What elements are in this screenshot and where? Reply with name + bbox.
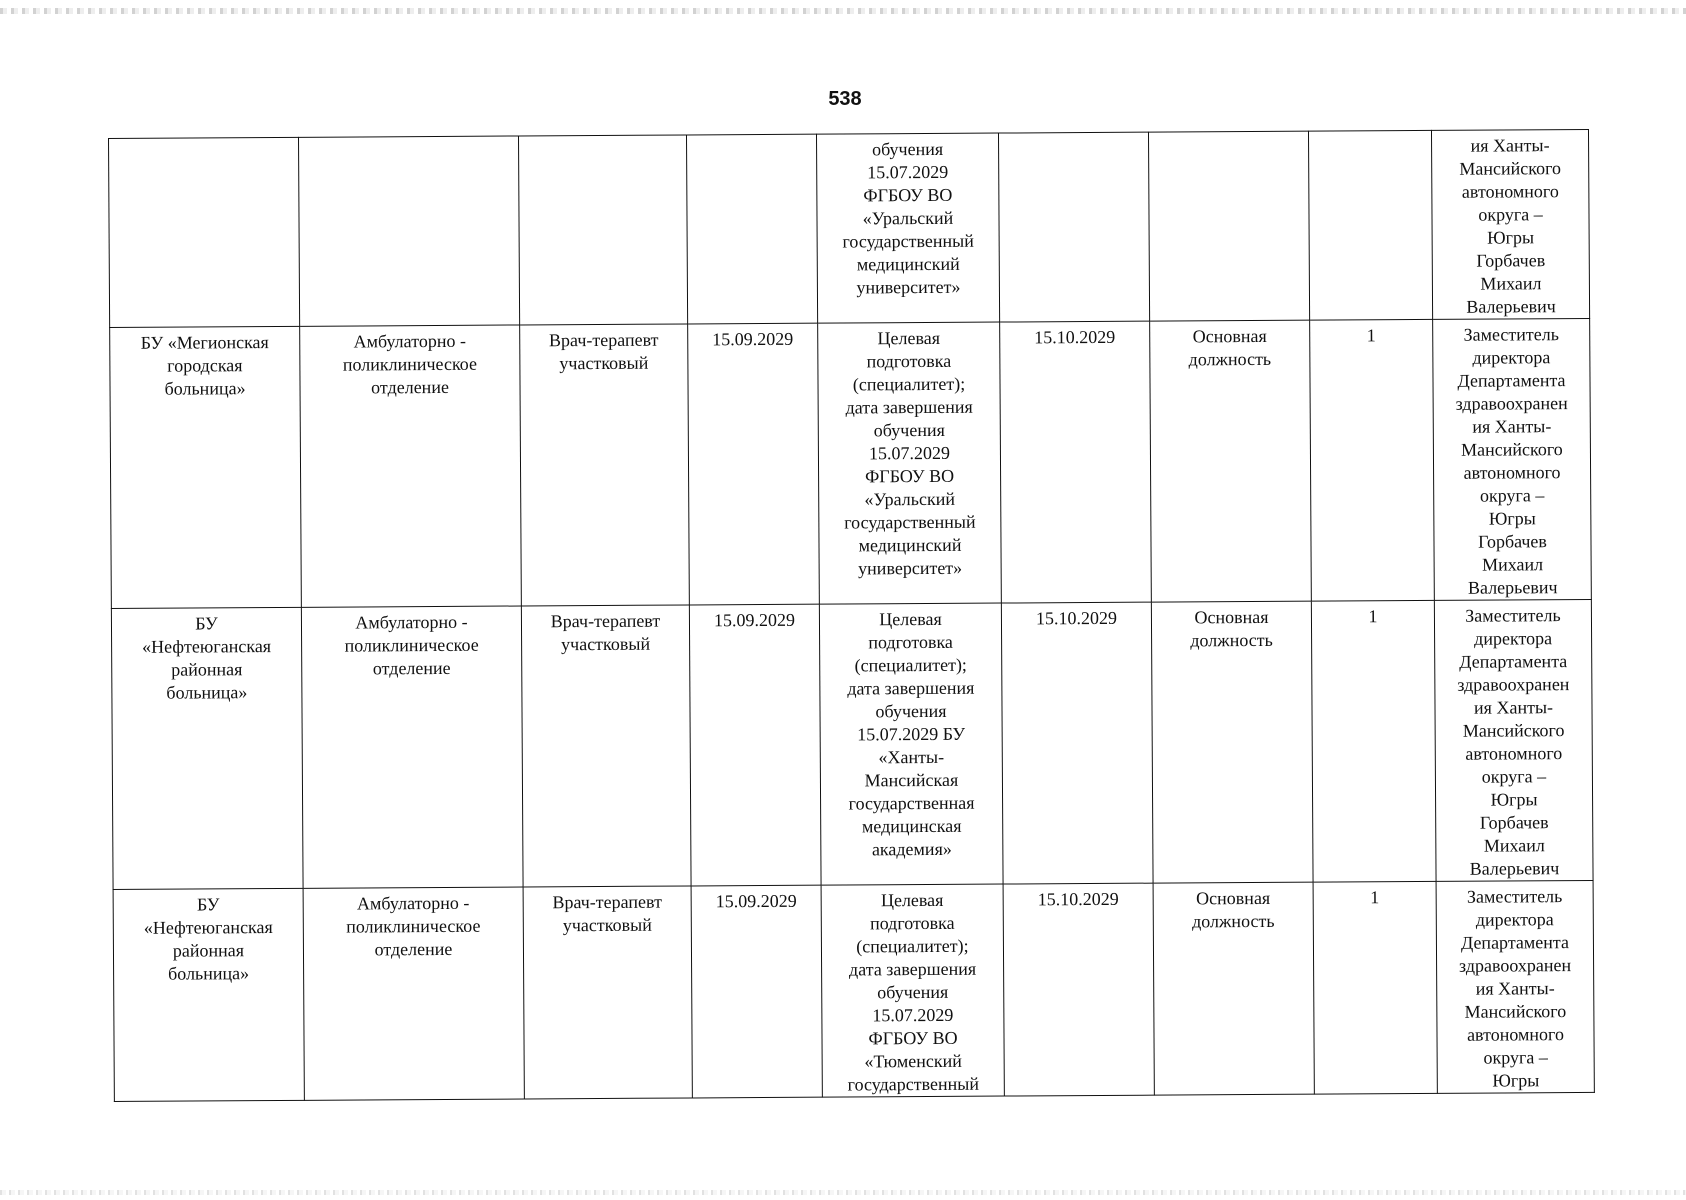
table-row: [109, 129, 1590, 327]
cell-organization: БУ «Мегионская городская больница»: [110, 326, 302, 608]
cell-responsible: Заместитель директора Департамента здравоохранен ия Ханты- Мансийского автономного округа – Югры: [1436, 880, 1594, 1093]
cell-employment: Основная должность: [1151, 601, 1313, 883]
cell-department: Амбулаторно - поликлиническое отделение: [303, 887, 524, 1100]
table-row: [110, 318, 1592, 608]
cell-responsible: ия Ханты- Мансийского автономного округа – Югры Горбачев Михаил Валерьевич: [1431, 129, 1589, 319]
scan-edge-top: [0, 8, 1686, 14]
cell-department: Амбулаторно - поликлиническое отделение: [301, 606, 523, 888]
cell-training: Целевая подготовка (специалитет); дата завершения обучения 15.07.2029 ФГБОУ ВО «Уральский государственный медицинский университет»: [818, 322, 1002, 604]
cell-employment: Основная должность: [1150, 320, 1312, 602]
cell-count: 1: [1311, 600, 1436, 882]
cell-position: [518, 135, 687, 325]
cell-department: [298, 136, 519, 326]
cell-count: 1: [1310, 319, 1435, 601]
cell-date-start: 15.09.2029: [691, 885, 822, 1098]
cell-date-end: 15.10.2029: [1001, 602, 1153, 884]
cell-responsible: Заместитель директора Департамента здравоохранен ия Ханты- Мансийского автономного округа – Югры Горбачев Михаил Валерьевич: [1434, 599, 1593, 881]
cell-count: 1: [1313, 881, 1437, 1094]
cell-department: Амбулаторно - поликлиническое отделение: [300, 325, 522, 607]
cell-date-end: [998, 132, 1149, 322]
cell-date-start: [686, 134, 817, 324]
page-number: 538: [828, 88, 862, 110]
cell-training: Целевая подготовка (специалитет); дата завершения обучения 15.07.2029 БУ «Ханты- Мансийская государственная медицинская академия»: [819, 603, 1003, 885]
cell-organization: БУ «Нефтеюганская районная больница»: [113, 888, 304, 1101]
cell-responsible: Заместитель директора Департамента здравоохранен ия Ханты- Мансийского автономного округа – Югры Горбачев Михаил Валерьевич: [1433, 318, 1592, 600]
cell-position: Врач-терапевт участковый: [523, 886, 692, 1099]
cell-employment: [1148, 131, 1309, 321]
cell-organization: БУ «Нефтеюганская районная больница»: [111, 607, 303, 889]
cell-date-end: 15.10.2029: [1003, 883, 1154, 1096]
vacancy-table: [108, 129, 1595, 1102]
cell-position: Врач-терапевт участковый: [521, 605, 691, 887]
cell-position: Врач-терапевт участковый: [520, 324, 690, 606]
table-row: [111, 599, 1593, 889]
cell-date-start: 15.09.2029: [688, 323, 820, 605]
cell-training: обучения 15.07.2029 ФГБОУ ВО «Уральский государственный медицинский университет»: [816, 133, 999, 323]
cell-organization: [109, 137, 300, 327]
cell-training: Целевая подготовка (специалитет); дата завершения обучения 15.07.2029 ФГБОУ ВО «Тюменский государственный: [821, 884, 1004, 1097]
table-row: [113, 880, 1594, 1101]
cell-date-end: 15.10.2029: [1000, 321, 1152, 603]
cell-employment: Основная должность: [1153, 882, 1314, 1095]
scan-edge-bottom: [0, 1190, 1686, 1195]
cell-count: [1308, 130, 1432, 320]
cell-date-start: 15.09.2029: [689, 604, 821, 886]
